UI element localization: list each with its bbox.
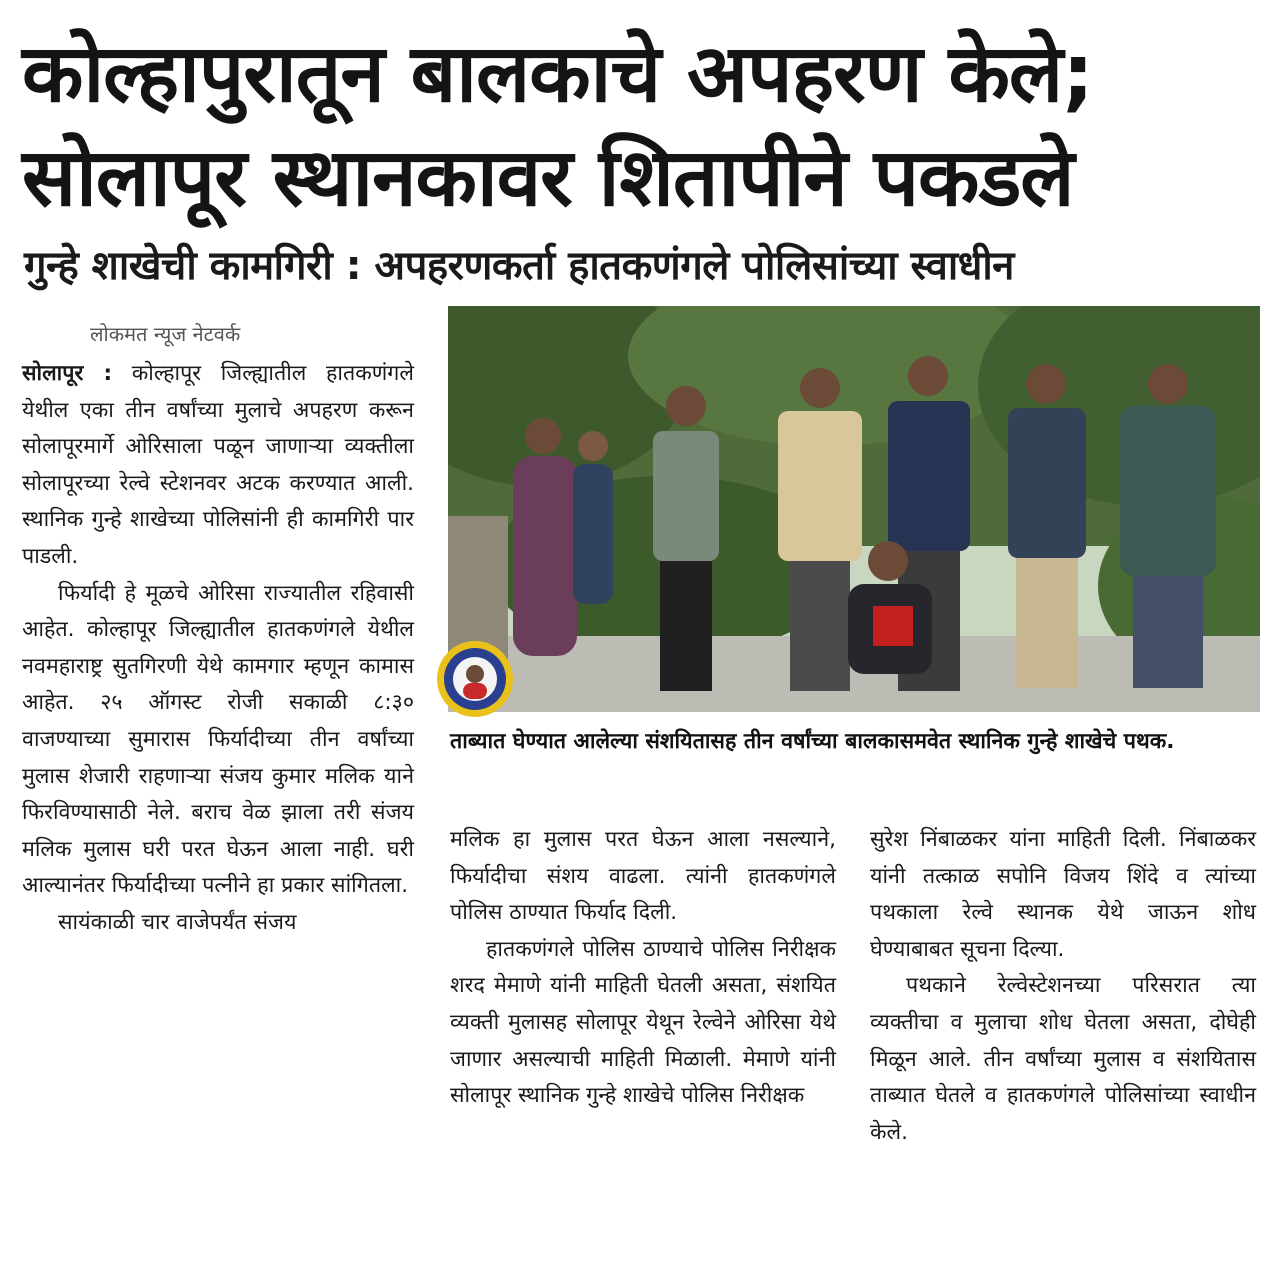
headline-line-2: सोलापूर स्थानकावर शितापीने पकडले (22, 131, 1074, 224)
paragraph: सायंकाळी चार वाजेपर्यंत संजय (58, 909, 297, 935)
article-column-3 (870, 822, 1256, 1151)
photographer-watermark-badge (436, 640, 514, 718)
paragraph: मलिक हा मुलास परत घेऊन आला नसल्याने, फिर्यादीचा संशय वाढला. त्यांनी हातकणंगले पोलिस ठाण्यात फिर्याद दिली. (450, 827, 836, 926)
dateline: सोलापूर : (22, 361, 113, 386)
article-column-2 (450, 822, 836, 1115)
article-column-1 (22, 356, 414, 942)
subheadline: गुन्हे शाखेची कामगिरी : अपहरणकर्ता हातकणंगले पोलिसांच्या स्वाधीन (24, 243, 1014, 289)
paragraph (22, 356, 414, 576)
photo-caption: ताब्यात घेण्यात आलेल्या संशयितासह तीन वर्षांच्या बालकासमवेत स्थानिक गुन्हे शाखेचे पथक. (450, 729, 1175, 754)
paragraph: हातकणंगले पोलिस ठाण्याचे पोलिस निरीक्षक शरद मेमाणे यांनी माहिती घेतली असता, संशयित व्यक्ती मुलासह सोलापूर येथून रेल्वेने ओरिसा येथे जाणार असल्याची माहिती मिळाली. मेमाणे यांनी सोलापूर स्थानिक गुन्हे शाखेचे पोलिस निरीक्षक (450, 936, 836, 1109)
headline (22, 22, 1262, 230)
paragraph: पथकाने रेल्वेस्टेशनच्या परिसरात त्या व्यक्तीचा व मुलाचा शोध घेतला असता, दोघेही मिळून आले. तीन वर्षांच्या मुलास व संशयितास ताब्यात घेतले व हातकणंगले पोलिसांच्या स्वाधीन केले. (870, 973, 1256, 1145)
paragraph-text: कोल्हापूर जिल्ह्यातील हातकणंगले येथील एका तीन वर्षांच्या मुलाचे अपहरण करून सोलापूरमार्गे ओरिसाला पळून जाणाऱ्या व्यक्तीला सोलापूरच्या रेल्वे स्टेशनवर अटक करण्यात आली. स्थानिक गुन्हे शाखेच्या पोलिसांनी ही कामगिरी पार पाडली. (22, 361, 414, 569)
headline-line-1: कोल्हापुरातून बालकाचे अपहरण केले; (22, 27, 1094, 120)
person-man-4 (1008, 364, 1086, 688)
person-man-1 (653, 386, 719, 691)
paragraph: फिर्यादी हे मूळचे ओरिसा राज्यातील रहिवासी आहेत. कोल्हापूर जिल्ह्यातील हातकणंगले येथील नवमहाराष्ट्र सुतगिरणी येथे कामगार म्हणून कामास आहेत. २५ ऑगस्ट रोजी सकाळी ८:३० वाजण्याच्या सुमारास फिर्यादीच्या तीन वर्षांच्या मुलास शेजारी राहणाऱ्या संजय कुमार मलिक याने फिरविण्यासाठी नेले. बराच वेळ झाला तरी संजय मलिक मुलास घरी परत घेऊन आला नाही. घरी आल्यानंतर फिर्यादीच्या पत्नीने हा प्रकार सांगितला. (22, 580, 414, 899)
paragraph: सुरेश निंबाळकर यांना माहिती दिली. निंबाळकर यांनी तत्काळ सपोनि विजय शिंदे व त्यांच्या पथकाला रेल्वे स्थानक येथे जाऊन शोध घेण्याबाबत सूचना दिल्या. (870, 827, 1256, 962)
byline: लोकमत न्यूज नेटवर्क (90, 322, 241, 346)
news-photo (448, 306, 1260, 712)
photo-illustration (448, 306, 1260, 712)
person-man-5 (1120, 364, 1216, 688)
